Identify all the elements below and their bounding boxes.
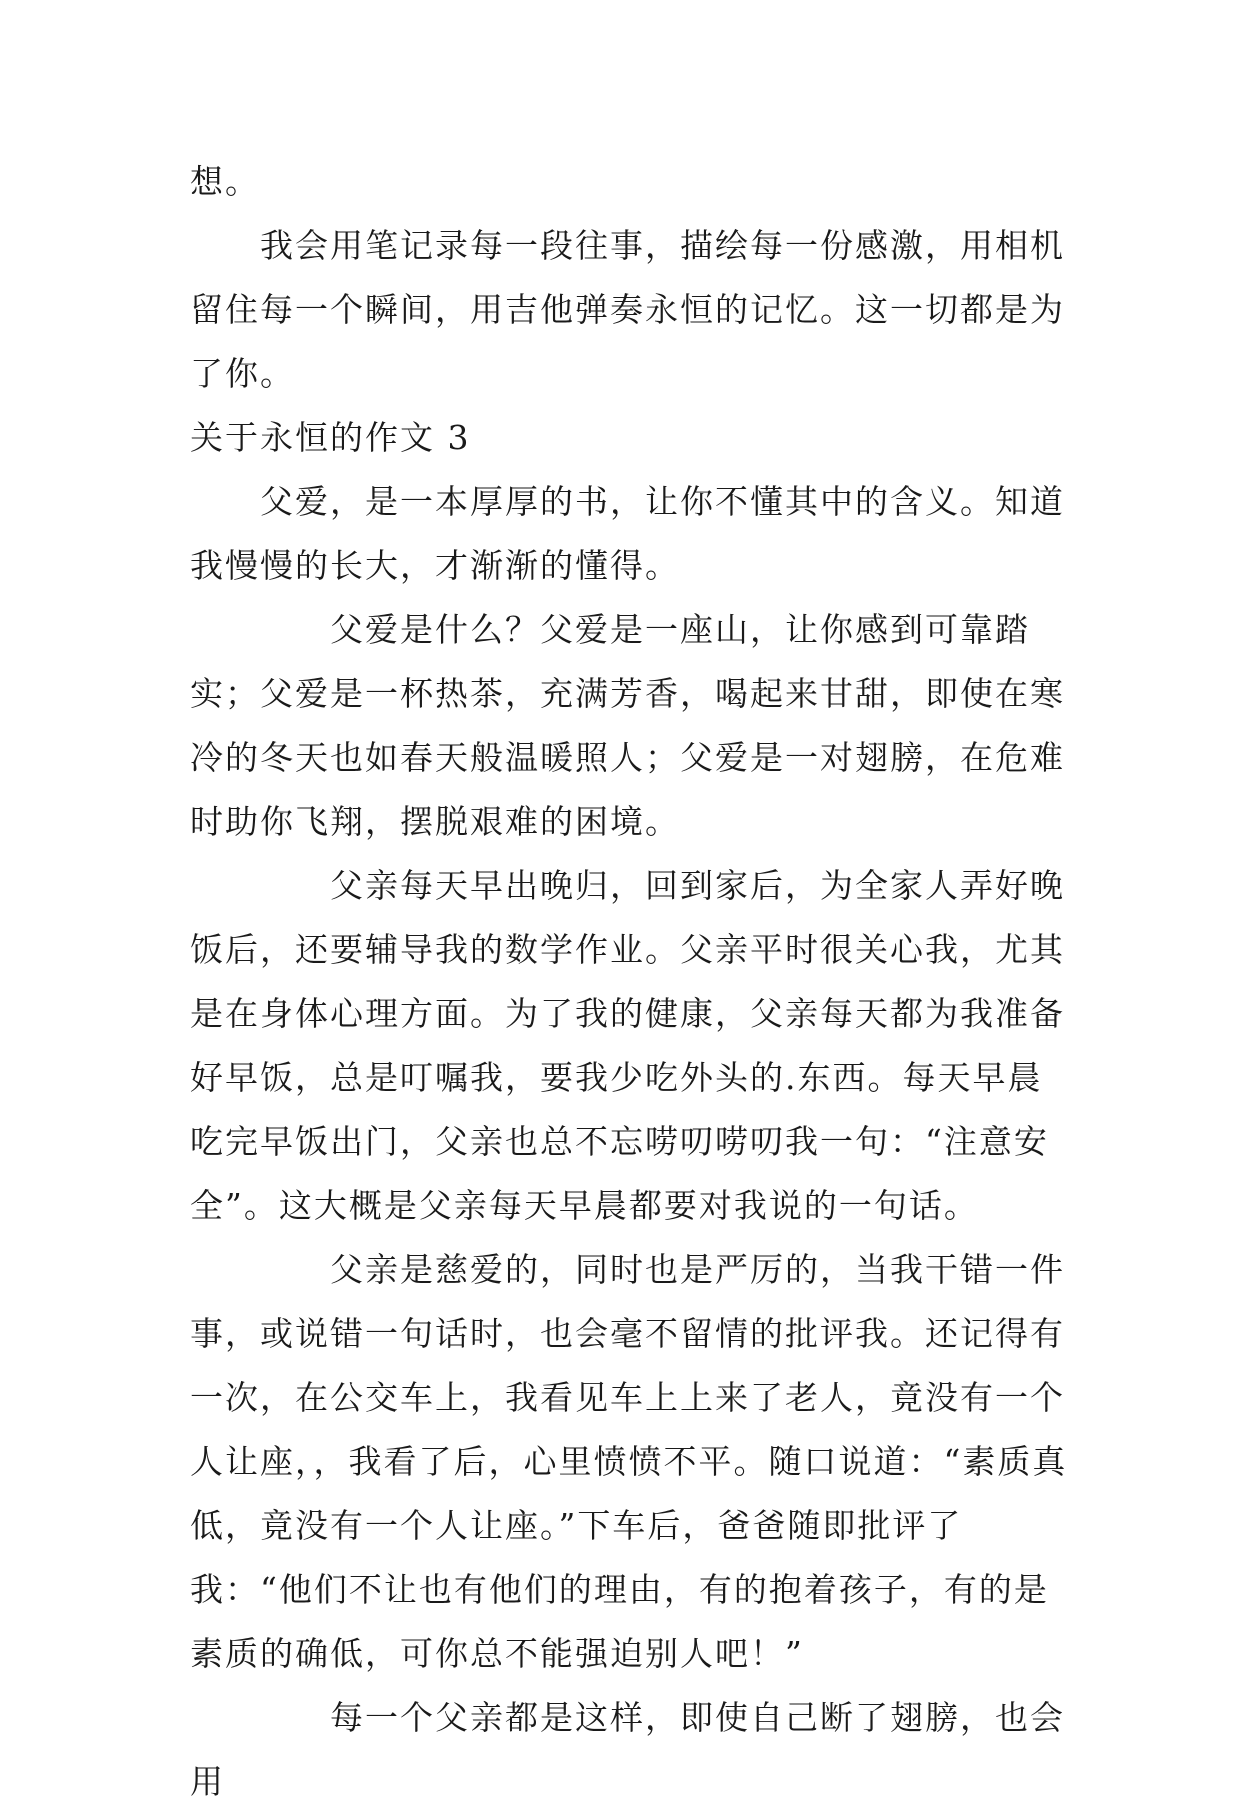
paragraph-record-memories: 我会用笔记录每一段往事，描绘每一份感激，用相机留住每一个瞬间，用吉他弹奏永恒的记忆。这一切都是为了你。 [190,226,1065,393]
document-body [190,150,1070,1814]
paragraph-father-strict: 父亲是慈爱的，同时也是严厉的，当我干错一件事，或说错一句话时，也会毫不留情的批评我。还记得有一次，在公交车上，我看见车上上来了老人，竟没有一个人让座，，我看了后，心里愤愤不平。随口说道：“素质真低，竟没有一个人让座。”下车后，爸爸随即批评了我：“他们不让也有他们的理由，有的抱着孩子，有的是素质的确低，可你总不能强迫别人吧！” [190,1250,1068,1673]
paragraph-fatherly-love-book: 父爱，是一本厚厚的书，让你不懂其中的含义。知道我慢慢的长大，才渐渐的懂得。 [190,482,1065,585]
paragraph-every-father: 每一个父亲都是这样，即使自己断了翅膀，也会用 [190,1698,1065,1801]
paragraph-father-daily-care: 父亲每天早出晚归，回到家后，为全家人弄好晚饭后，还要辅导我的数学作业。父亲平时很关心我，尤其是在身体心理方面。为了我的健康，父亲每天都为我准备好早饭，总是叮嘱我，要我少吃外头的.东西。每天早晨吃完早饭出门，父亲也总不忘唠叨唠叨我一句：“注意安全”。这大概是父亲每天早晨都要对我说的一句话。 [190,866,1065,1225]
paragraph-continuation: 想。 [190,162,260,201]
section-heading: 关于永恒的作文 3 [190,418,471,457]
paragraph-what-is-fatherly-love: 父爱是什么？父爱是一座山，让你感到可靠踏实；父爱是一杯热茶，充满芳香，喝起来甘甜，即使在寒冷的冬天也如春天般温暖照人；父爱是一对翅膀，在危难时助你飞翔，摆脱艰难的困境。 [190,610,1065,841]
